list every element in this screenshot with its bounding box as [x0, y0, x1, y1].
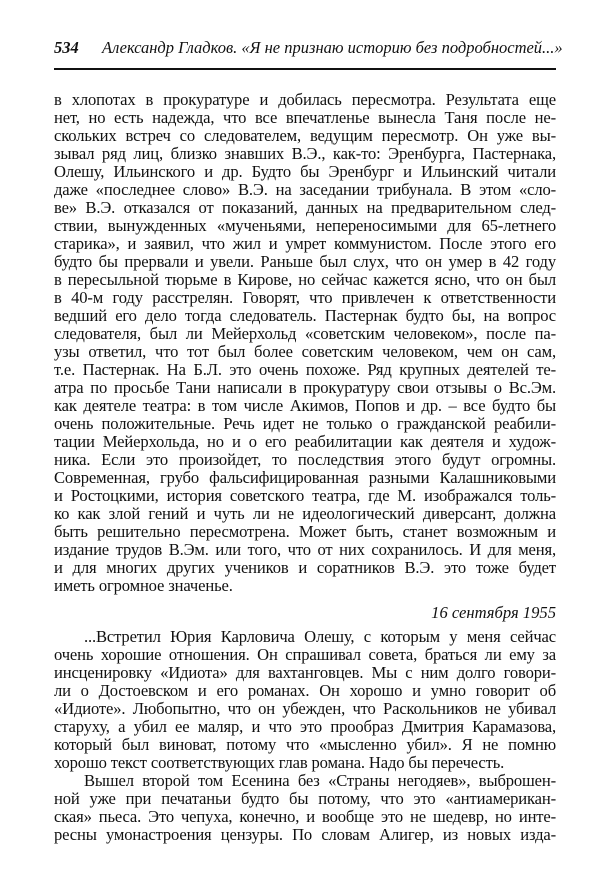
running-title: Александр Гладков. «Я не признаю историю без подробностей...»: [102, 38, 563, 57]
text-line: в 40-м году расстрелян. Говорят, что привлечен к ответственности: [54, 288, 556, 307]
text-line: ко как злой гений и чуть ли не идеологический диверсант, должна: [54, 504, 556, 523]
text-line: ведший его дело тогда следователь. Пастернак будто бы, на вопрос: [54, 306, 556, 325]
text-line: как деятеле театра: в том числе Акимов, Попов и др. – все будто бы: [54, 396, 556, 415]
text-line: Современная, грубо фальсифицированная разными Калашниковыми: [54, 468, 556, 487]
text-line: издание трудов В.Эм. или того, что от них сохранилось. И для меня,: [54, 540, 556, 559]
text-line: быть решительно пересмотрена. Может быть, станет возможным и: [54, 522, 556, 541]
text-line: ли о Достоевском и его романах. Он хорошо и умно говорит об: [54, 681, 556, 700]
text-line: тации Мейерхольда, но и о его реабилитации как деятеля и худож-: [54, 432, 556, 451]
paragraph-olesha: [54, 628, 556, 772]
text-line: и Ростоцкими, история советского театра, где М. изображался толь-: [54, 486, 556, 505]
text-line: очень хорошие отношения. Он спрашивал совета, браться ли ему за: [54, 645, 556, 664]
text-line: хорошо текст соответствующих глав романа. Надо бы перечесть.: [54, 753, 505, 772]
text-line: атра по просьбе Тани написали в прокуратуру свои отзывы о Вс.Эм.: [54, 378, 556, 397]
text-line: «Идиоте». Любопытно, что он убежден, что Раскольников не убивал: [54, 699, 556, 718]
text-line: будто бы прервали и увели. Раньше был слух, что он умер в 42 году: [54, 252, 556, 271]
text-line: который был виноват, потому что «мысленно убил». Я не помню: [54, 735, 556, 754]
text-line: инсценировку «Идиота» для вахтанговцев. Мы с ним долго говори-: [54, 663, 556, 682]
text-line: Олешу, Ильинского и др. Будто бы Эренбург и Ильинский читали: [54, 162, 556, 181]
text-line: т.е. Пастернак. На Б.Л. это очень похоже. Ряд крупных деятелей те-: [54, 360, 556, 379]
header-rule: [54, 68, 556, 70]
text-line: зывал ряд лиц, близко знавших В.Э., как-то: Эренбурга, Пастернака,: [54, 144, 556, 163]
text-line: ресны умонастроения цензуры. По словам Алигер, из новых изда-: [54, 825, 556, 844]
text-line: старуху, а убил ее маляр, и что это прообраз Дмитрия Карамазова,: [54, 717, 556, 736]
page-number: 534: [54, 38, 79, 57]
text-line: в хлопотах в прокуратуре и добилась пересмотра. Результата еще: [54, 90, 556, 109]
text-line: очень положительные. Речь идет не только о гражданской реабили-: [54, 414, 556, 433]
text-line: скольких встреч со следователем, ведущим пересмотр. Он уже вы-: [54, 126, 556, 145]
text-line: ника. Если это произойдет, то последствия этого будут огромны.: [54, 450, 556, 469]
text-line: ствии, вынужденных «мученьями, непереносимыми для 65-летнего: [54, 216, 556, 235]
text-line: ной уже при печатаньи будто бы потому, что это «антиамерикан-: [54, 789, 556, 808]
text-line: узы ответил, что тот был более советским человеком, чем он сам,: [54, 342, 556, 361]
diary-entry-date: 16 сентября 1955: [431, 603, 556, 622]
running-header: [54, 38, 563, 62]
text-line: ве» В.Э. отказался от показаний, данных на предварительном след-: [54, 198, 556, 217]
text-line: иметь огромное значенье.: [54, 576, 233, 595]
paragraph-esenin: [54, 772, 556, 844]
text-line: Вышел второй том Есенина без «Страны негодяев», выброшен-: [84, 771, 556, 790]
paragraph-meyerhold: [54, 91, 556, 595]
text-line: в пересыльной тюрьме в Кирове, но сейчас кажется ясно, что он был: [54, 270, 556, 289]
text-line: следователя, был ли Мейерхольд «советским человеком», после па-: [54, 324, 556, 343]
text-line: ...Встретил Юрия Карловича Олешу, с которым у меня сейчас: [84, 627, 556, 646]
text-line: даже «последнее слово» В.Э. на заседании трибунала. В этом «сло-: [54, 180, 556, 199]
text-line: и для многих других учеников и соратников В.Э. это тоже будет: [54, 558, 556, 577]
text-line: старика», и заявил, что жил и умрет коммунистом. После этого его: [54, 234, 556, 253]
text-line: нет, но есть надежда, что все впечатленье вынесла Таня после не-: [54, 108, 556, 127]
text-line: ская» пьеса. Это чепуха, конечно, и вообще это не шедевр, но инте-: [54, 807, 556, 826]
